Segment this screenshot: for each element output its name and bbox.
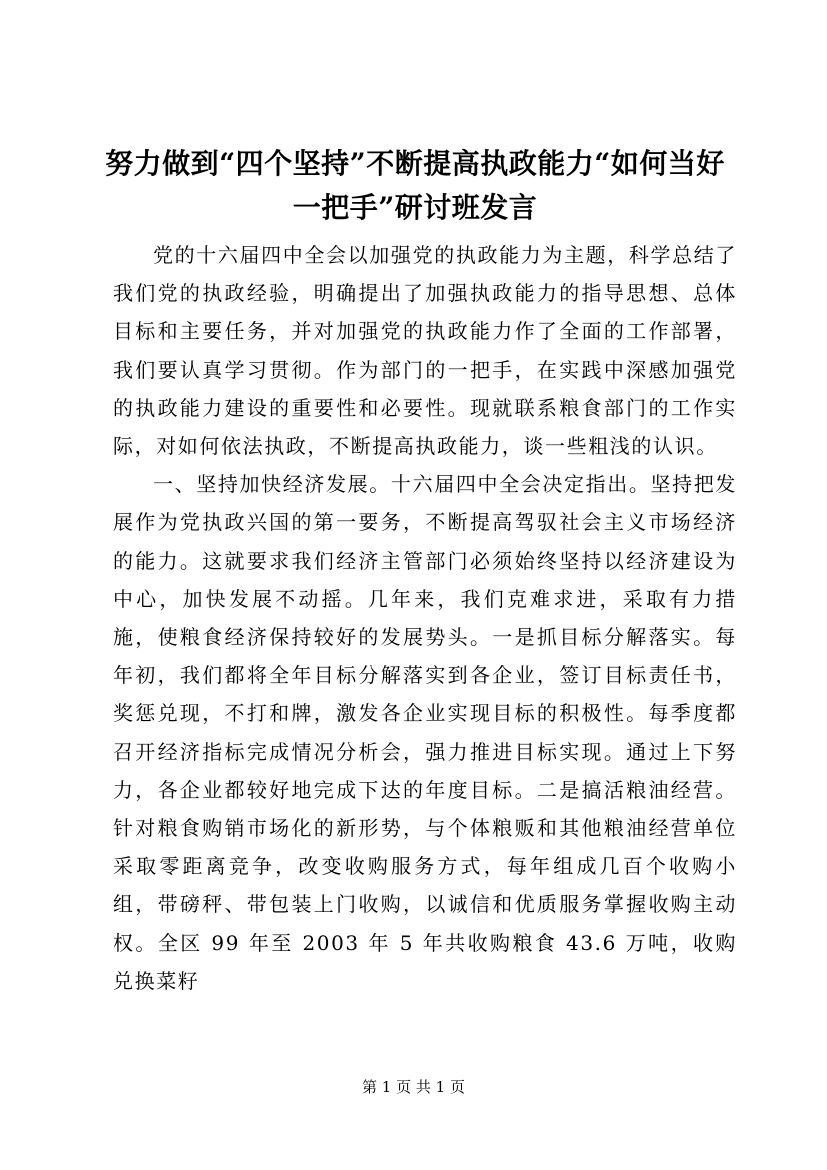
document-title: 努力做到“四个坚持”不断提高执政能力“如何当好一把手”研讨班发言: [105, 147, 725, 224]
body-paragraph-intro: 党的十六届四中全会以加强党的执政能力为主题，科学总结了我们党的执政经验，明确提出了加强执政能力的指导思想、总体目标和主要任务，并对加强党的执政能力作了全面的工作部署，我们要认真学习贯彻。作为部门的一把手，在实践中深感加强党的执政能力建设的重要性和必要性。现就联系粮食部门的工作实际，对如何依法执政，不断提高执政能力，谈一些粗浅的认识。: [113, 243, 737, 459]
body-paragraph-section-1: 一、坚持加快经济发展。十六届四中全会决定指出。坚持把发展作为党执政兴国的第一要务，不断提高驾驭社会主义市场经济的能力。这就要求我们经济主管部门必须始终坚持以经济建设为中心，加快发展不动摇。几年来，我们克难求进，采取有力措施，使粮食经济保持较好的发展势头。一是抓目标分解落实。每年初，我们都将全年目标分解落实到各企业，签订目标责任书，奖惩兑现，不打和牌，激发各企业实现目标的积极性。每季度都召开经济指标完成情况分析会，强力推进目标实现。通过上下努力，各企业都较好地完成下达的年度目标。二是搞活粮油经营。针对粮食购销市场化的新形势，与个体粮贩和其他粮油经营单位采取零距离竞争，改变收购服务方式，每年组成几百个收购小组，带磅秤、带包装上门收购，以诚信和优质服务掌握收购主动权。全区 99 年至 2003 年 5 年共收购粮食 43.6 万吨，收购兑换菜籽: [113, 472, 737, 993]
page-number-footer: 第 1 页 共 1 页: [362, 1078, 465, 1096]
document-body: [113, 236, 737, 1000]
